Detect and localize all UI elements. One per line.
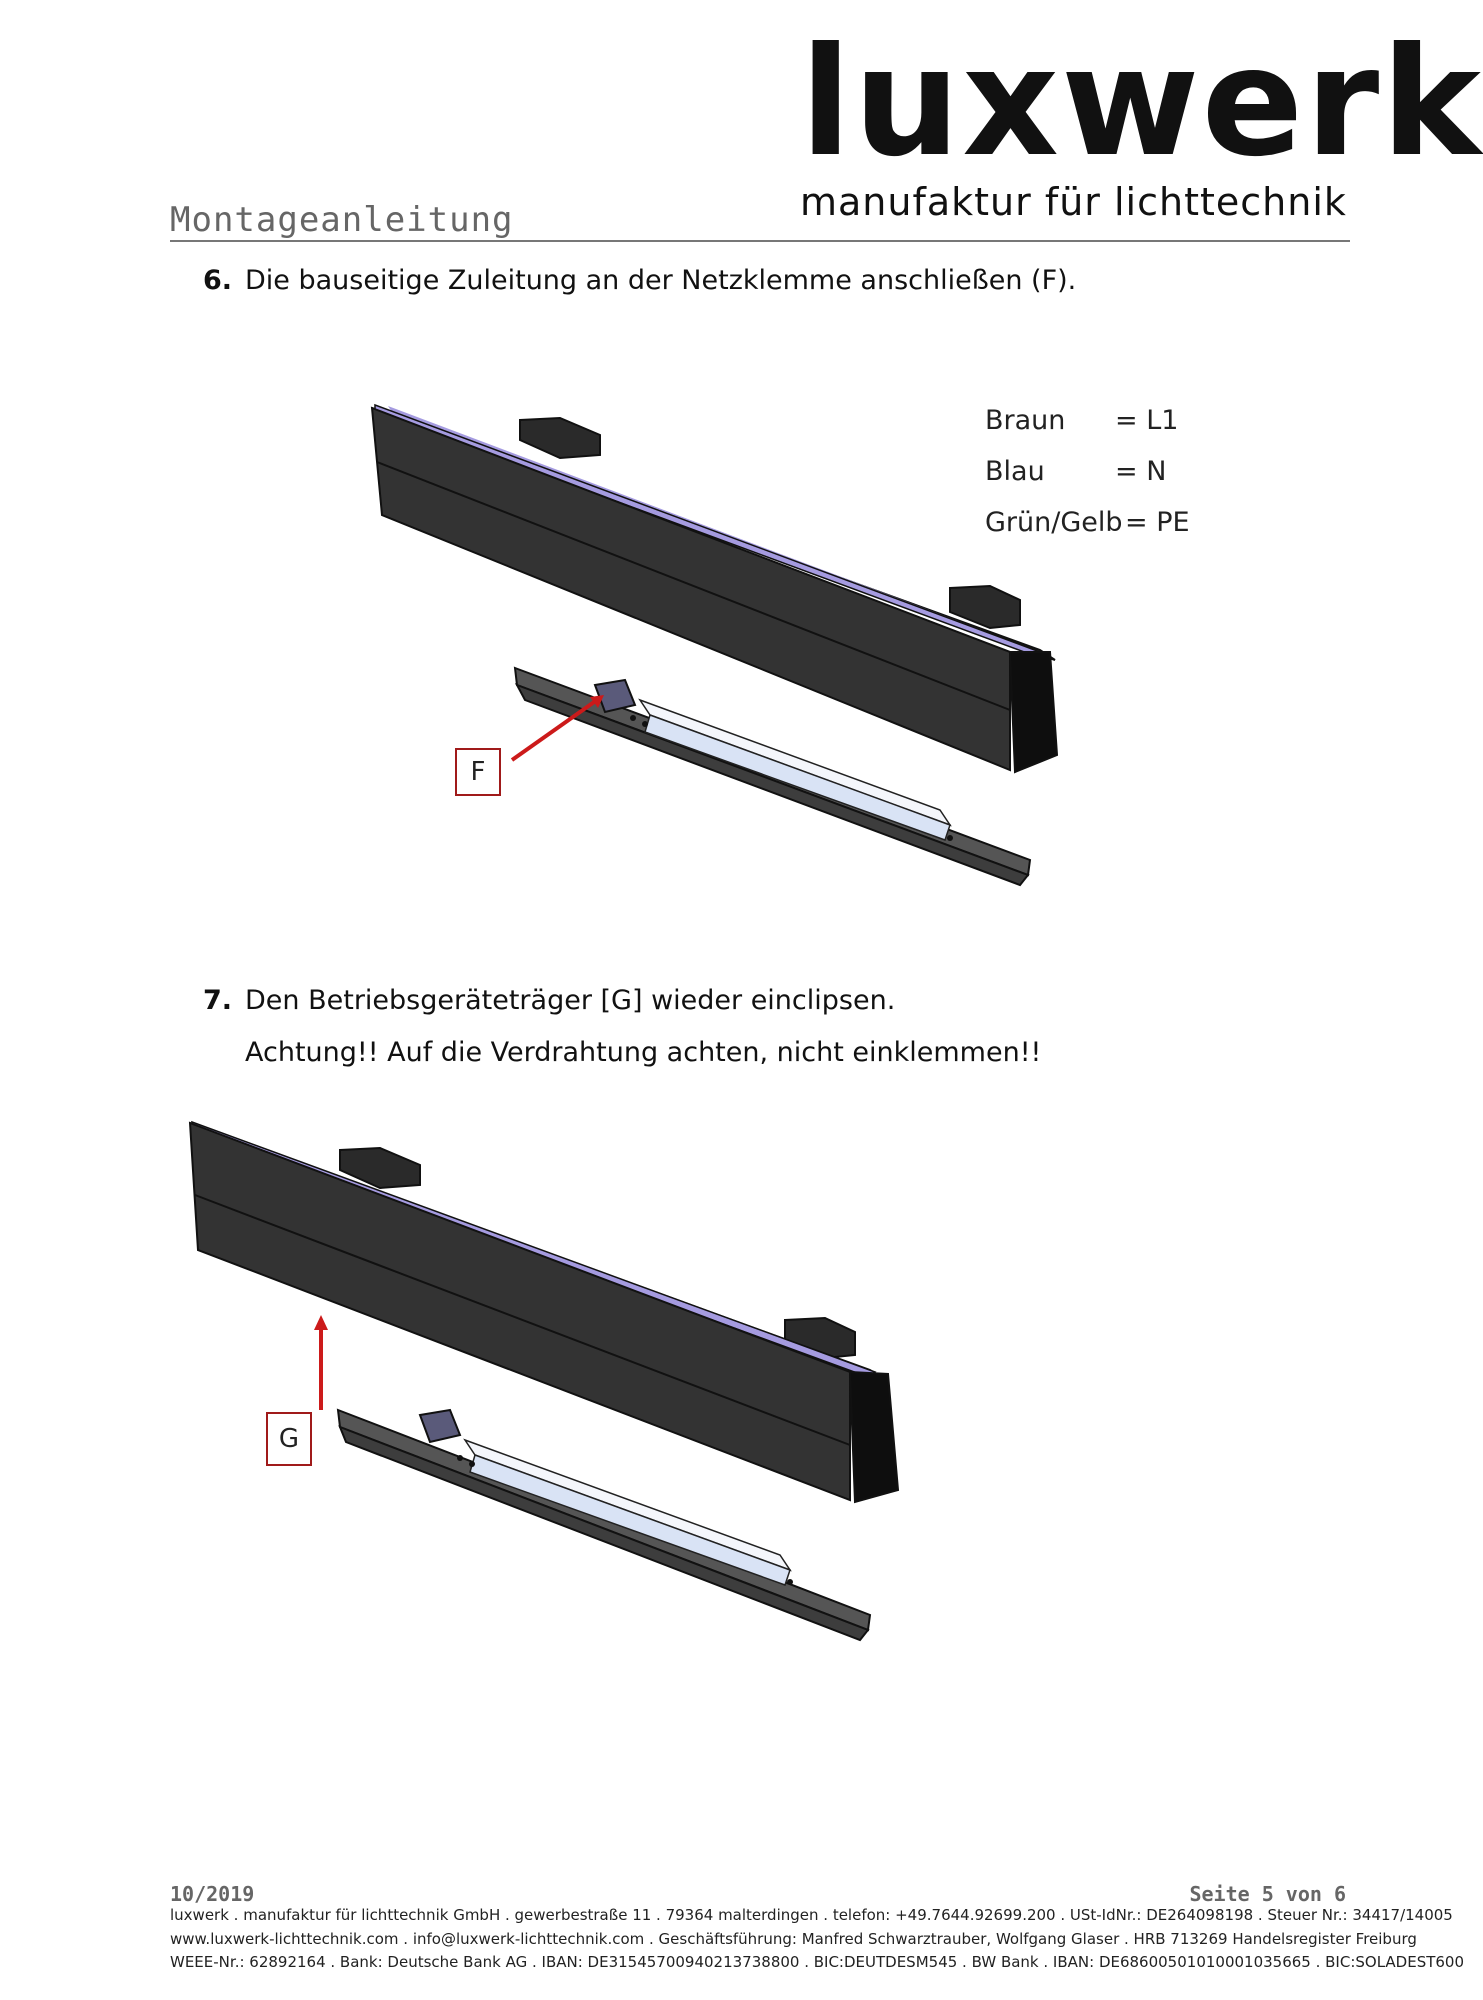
step-6-instruction	[203, 265, 1076, 296]
step-7-text: Den Betriebsgeräteträger [G] wieder einclipsen.	[245, 985, 896, 1016]
wiring-row	[985, 507, 1190, 558]
wire-assignment: = N	[1115, 456, 1167, 487]
step-7-illustration	[0, 1090, 1413, 1650]
step-7-instruction	[203, 985, 895, 1016]
wire-color: Braun	[985, 405, 1066, 436]
callout-label-f: F	[455, 748, 501, 796]
housing-end-cap	[850, 1372, 898, 1502]
wiring-row	[985, 405, 1190, 456]
terminal-block	[420, 1410, 460, 1442]
step-7-warning: Achtung!! Auf die Verdrahtung achten, nicht einklemmen!!	[245, 1037, 1042, 1068]
page-number: Seite 5 von 6	[1189, 1882, 1346, 1906]
step-6-illustration	[0, 360, 1413, 920]
wiring-legend	[985, 405, 1190, 558]
header-divider	[170, 240, 1350, 242]
footer-company-line: luxwerk . manufaktur für lichttechnik GmbH . gewerbestraße 11 . 79364 malterdingen . telefon: +49.7644.92699.200 . USt-IdNr.: DE264098198 . Steuer Nr.: 34417/14005	[170, 1906, 1453, 1924]
brand-tagline: manufaktur für lichttechnik	[800, 180, 1347, 224]
step-7-number: 7.	[203, 985, 233, 1016]
footer-bank-line: WEEE-Nr.: 62892164 . Bank: Deutsche Bank AG . IBAN: DE31545700940213738800 . BIC:DEUTDESM545 . BW Bank . IBAN: DE68600501010001035665 . BIC:SOLADEST600	[170, 1953, 1465, 1971]
wiring-row	[985, 456, 1190, 507]
brand-logo: luxwerk	[800, 16, 1483, 190]
wire-assignment: = PE	[1125, 507, 1190, 538]
housing-front	[372, 408, 1010, 770]
housing-end-cap	[1010, 652, 1057, 772]
step-6-number: 6.	[203, 265, 233, 296]
document-title: Montageanleitung	[170, 200, 514, 240]
callout-label-g: G	[266, 1412, 312, 1466]
wire-assignment: = L1	[1115, 405, 1179, 436]
footer-contact-line: www.luxwerk-lichttechnik.com . info@luxwerk-lichttechnik.com . Geschäftsführung: Manfred Schwarztrauber, Wolfgang Glaser . HRB 713269 Handelsregister Freiburg	[170, 1930, 1417, 1948]
wire-color: Grün/Gelb	[985, 507, 1123, 538]
wire-color: Blau	[985, 456, 1045, 487]
mounting-block-left	[520, 418, 600, 458]
footer-date: 10/2019	[170, 1882, 255, 1906]
step-6-text: Die bauseitige Zuleitung an der Netzklemme anschließen (F).	[245, 265, 1077, 296]
